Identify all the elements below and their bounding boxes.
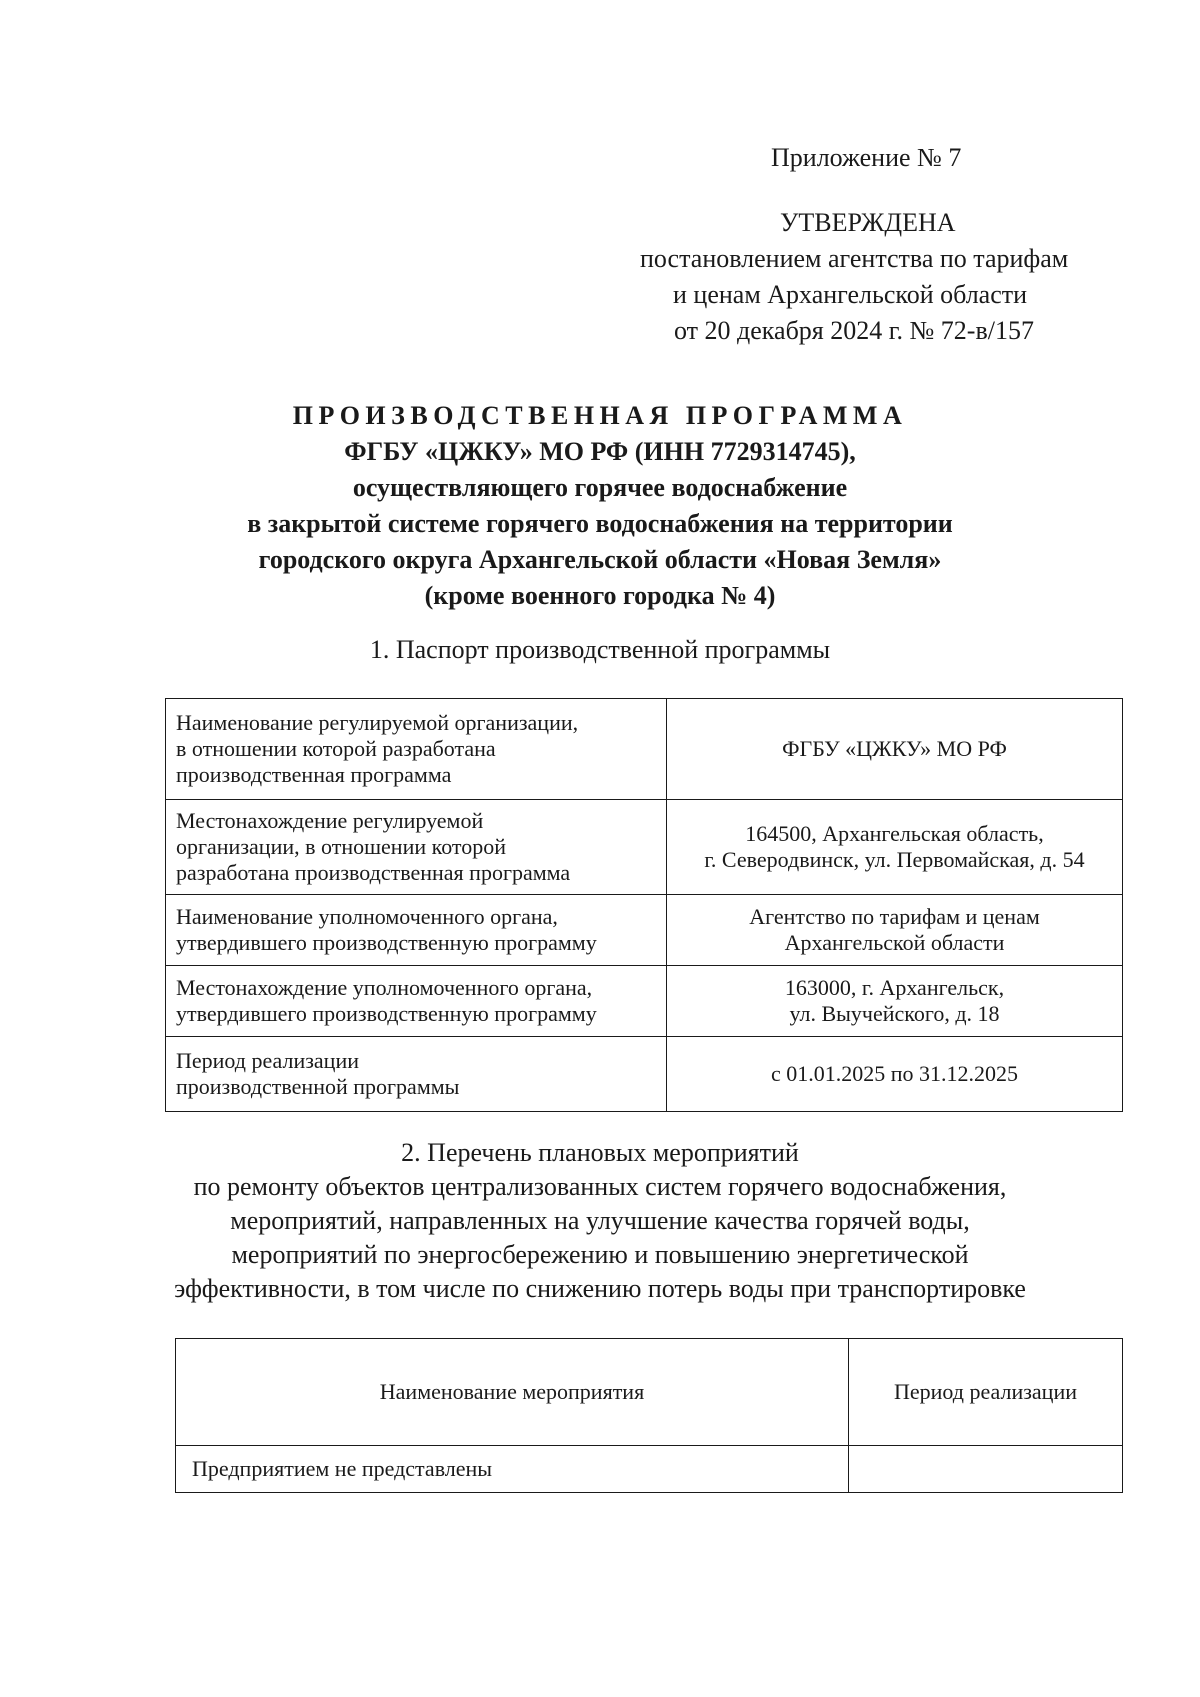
table-row — [166, 699, 1123, 800]
approval-line: от 20 декабря 2024 г. № 72-в/157 — [674, 316, 1034, 345]
table-row — [166, 1037, 1123, 1112]
measure-period-cell — [849, 1446, 1123, 1493]
section-2-heading-line: мероприятий, направленных на улучшение качества горячей воды, — [230, 1206, 970, 1235]
program-title-line: осуществляющего горячее водоснабжение — [352, 473, 848, 502]
appendix-number: Приложение № 7 — [771, 143, 962, 172]
measures-table — [175, 1338, 1123, 1493]
program-title-line: (кроме военного городка № 4) — [424, 581, 776, 610]
value-cell — [667, 699, 1123, 800]
value-cell — [667, 895, 1123, 966]
section-2-heading — [100, 1136, 1100, 1306]
column-header-name: Наименование мероприятия — [176, 1339, 849, 1446]
passport-table — [165, 698, 1123, 1112]
measure-name-cell: Предприятием не представлены — [176, 1446, 849, 1493]
section-2-heading-line: 2. Перечень плановых мероприятий — [401, 1138, 799, 1167]
cell-text: 164500, Архангельская область, — [745, 821, 1044, 846]
table-header-row — [176, 1339, 1123, 1446]
table-row — [166, 895, 1123, 966]
cell-text: Местонахождение уполномоченного органа, — [176, 975, 593, 1000]
table-row — [166, 800, 1123, 895]
cell-text: разработана производственная программа — [176, 860, 571, 885]
program-title — [100, 398, 1100, 614]
cell-text: Агентство по тарифам и ценам — [749, 904, 1040, 929]
cell-text: Период реализации — [176, 1048, 360, 1073]
approval-line: постановлением агентства по тарифам — [640, 244, 1069, 273]
cell-text: утвердившего производственную программу — [176, 930, 597, 955]
label-cell — [166, 800, 667, 895]
column-header-period: Период реализации — [849, 1339, 1123, 1446]
cell-text: в отношении которой разработана — [176, 736, 496, 761]
label-cell — [166, 1037, 667, 1112]
section-2-heading-line: по ремонту объектов централизованных систем горячего водоснабжения, — [193, 1172, 1007, 1201]
table-row — [166, 966, 1123, 1037]
approval-line: и ценам Архангельской области — [673, 280, 1028, 309]
cell-text: г. Северодвинск, ул. Первомайская, д. 54 — [704, 847, 1085, 872]
section-2-heading-line: мероприятий по энергосбережению и повышению энергетической — [231, 1240, 969, 1269]
cell-text: утвердившего производственную программу — [176, 1001, 597, 1026]
cell-text: ул. Выучейского, д. 18 — [789, 1001, 1000, 1026]
program-title-line: ФГБУ «ЦЖКУ» МО РФ (ИНН 7729314745), — [344, 437, 856, 466]
value-cell — [667, 800, 1123, 895]
label-cell — [166, 895, 667, 966]
program-title-line: городского округа Архангельской области «Новая Земля» — [258, 545, 942, 574]
cell-text: Наименование регулируемой организации, — [176, 710, 579, 735]
cell-text: Наименование уполномоченного органа, — [176, 904, 558, 929]
value-cell — [667, 1037, 1123, 1112]
label-cell — [166, 966, 667, 1037]
cell-text: с 01.01.2025 по 31.12.2025 — [770, 1061, 1019, 1086]
label-cell — [166, 699, 667, 800]
approved-title: УТВЕРЖДЕНА — [780, 208, 956, 237]
value-cell — [667, 966, 1123, 1037]
cell-text: ФГБУ «ЦЖКУ» МО РФ — [782, 736, 1007, 761]
cell-text: 163000, г. Архангельск, — [784, 975, 1005, 1000]
cell-text: Архангельской области — [784, 930, 1005, 955]
section-2-heading-line: эффективности, в том числе по снижению потерь воды при транспортировке — [174, 1274, 1026, 1303]
cell-text: Местонахождение регулируемой — [176, 808, 484, 833]
program-title-line: ПРОИЗВОДСТВЕННАЯ ПРОГРАММА — [292, 401, 908, 430]
cell-text: производственная программа — [176, 762, 452, 787]
table-row — [176, 1446, 1123, 1493]
section-1-heading: 1. Паспорт производственной программы — [369, 635, 831, 664]
cell-text: производственной программы — [176, 1074, 460, 1099]
cell-text: организации, в отношении которой — [176, 834, 506, 859]
program-title-line: в закрытой системе горячего водоснабжения на территории — [247, 509, 953, 538]
